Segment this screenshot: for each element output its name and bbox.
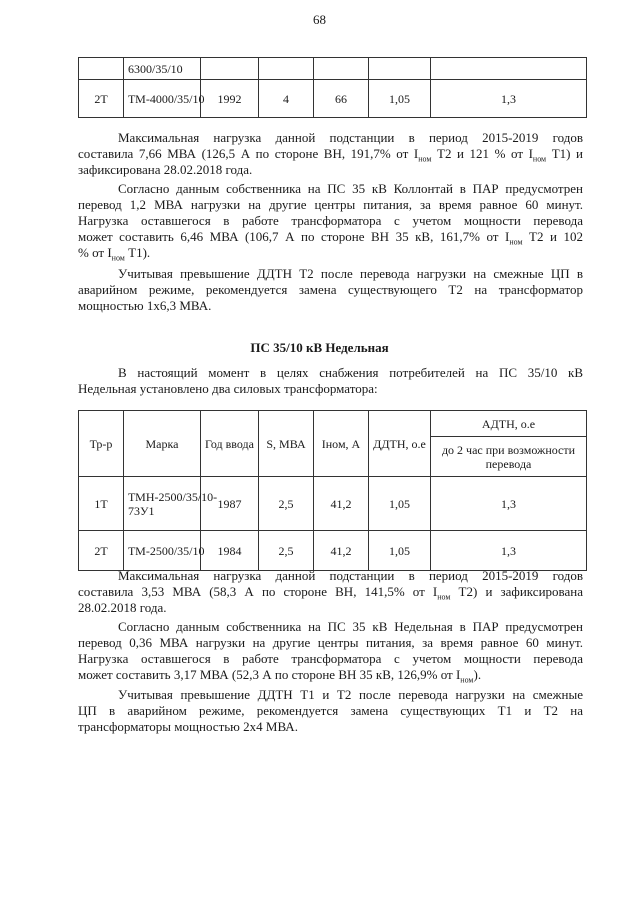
text-line: Максимальная нагрузка данной подстанции в период 2015-2019 годов — [118, 130, 583, 145]
text-line: трансформаторы мощностью 2х4 МВА. — [78, 719, 298, 734]
table-cell — [259, 58, 314, 80]
column-header: Марка — [124, 411, 201, 477]
table-cell: ТМ-4000/35/10 — [124, 80, 201, 118]
table-cell: 2Т — [79, 531, 124, 571]
table-cell: 1987 — [201, 477, 259, 531]
paragraph-max-load-nedelnaya — [78, 568, 583, 616]
column-header: ДДТН, о.е — [369, 411, 431, 477]
table-cell — [314, 58, 369, 80]
table-cell — [369, 58, 431, 80]
transformer-table-nedelnaya — [78, 410, 587, 571]
text-line: мощностью 1х6,3 МВА. — [78, 298, 212, 313]
paragraph-intro-nedelnaya — [78, 365, 583, 397]
table-cell — [201, 58, 259, 80]
page-number: 68 — [313, 12, 326, 27]
text-line: составила 7,66 МВА (126,5 А по стороне ВН, 191,7% от $I_{ном}$ Т2 и 121 % от $I_{ном}$ Т1) и — [78, 146, 583, 164]
paragraph-transfer-kollontay — [78, 181, 583, 261]
table-cell: 1,3 — [431, 531, 587, 571]
text-line: Согласно данным собственника на ПС 35 кВ Недельная в ПАР предусмотрен — [118, 619, 583, 634]
column-header: S, МВА — [259, 411, 314, 477]
table-row — [79, 531, 587, 571]
table-cell: 66 — [314, 80, 369, 118]
text-line: Нагрузка оставшегося в работе трансформатора с учетом мощности перевода — [78, 213, 583, 228]
column-subheader: до 2 час при возможности перевода — [431, 437, 587, 477]
column-header: АДТН, о.е — [431, 411, 587, 437]
table-cell: 2Т — [79, 80, 124, 118]
text-line: ЦП в аварийном режиме, рекомендуется замена существующих Т1 и Т2 на — [78, 703, 583, 718]
table-cell: 2,5 — [259, 477, 314, 531]
table-cell: 1,3 — [431, 80, 587, 118]
text-line: зафиксирована 28.02.2018 года. — [78, 162, 253, 177]
text-line: Учитывая превышение ДДТН Т2 после перевода нагрузки на смежные ЦП в — [118, 266, 583, 281]
table-cell: ТМН-2500/35/10-73У1 — [124, 477, 201, 531]
paragraph-recommend-nedelnaya — [78, 687, 583, 735]
table-cell: 1984 — [201, 531, 259, 571]
table-cell: 1,05 — [369, 531, 431, 571]
text-line: Согласно данным собственника на ПС 35 кВ Коллонтай в ПАР предусмотрен — [118, 181, 583, 196]
column-header: Год ввода — [201, 411, 259, 477]
table-cell — [79, 58, 124, 80]
text-line: Нагрузка оставшегося в работе трансформатора с учетом мощности перевода — [78, 651, 583, 666]
section-heading: ПС 35/10 кВ Недельная — [250, 340, 389, 355]
column-header: Тр-р — [79, 411, 124, 477]
text-line: может составить 6,46 МВА (106,7 А по стороне ВН 35 кВ, 161,7% от $I_{ном}$ Т2 и 102 — [78, 229, 583, 247]
text-line: перевод 1,2 МВА нагрузки на другие центры питания, за время равное 60 минут. — [78, 197, 583, 212]
table-cell — [431, 58, 587, 80]
table-cell: 41,2 — [314, 477, 369, 531]
table-row — [79, 80, 587, 118]
text-line: аварийном режиме, рекомендуется замена существующего Т2 на трансформатор — [78, 282, 583, 297]
table-cell: 1,05 — [369, 80, 431, 118]
table-header-row — [79, 411, 587, 437]
table-cell: ТМ-2500/35/10 — [124, 531, 201, 571]
table-cell: 4 — [259, 80, 314, 118]
table-cell: 1,05 — [369, 477, 431, 531]
text-line: может составить 3,17 МВА (52,3 А по стороне ВН 35 кВ, 126,9% от $I_{ном}$). — [78, 667, 482, 685]
text-line: 28.02.2018 года. — [78, 600, 167, 615]
text-line: Учитывая превышение ДДТН Т1 и Т2 после перевода нагрузки на смежные — [118, 687, 583, 702]
table-row — [79, 477, 587, 531]
column-header: Iном, А — [314, 411, 369, 477]
table-row — [79, 58, 587, 80]
table-cell: 1992 — [201, 80, 259, 118]
table-cell: 1Т — [79, 477, 124, 531]
text-line: Максимальная нагрузка данной подстанции в период 2015-2019 годов — [118, 568, 583, 583]
text-line: Недельная установлено два силовых трансформатора: — [78, 381, 378, 396]
text-line: составила 3,53 МВА (58,3 А по стороне ВН, 141,5% от $I_{ном}$ Т2) и зафиксирована — [78, 584, 583, 602]
paragraph-recommend-kollontay — [78, 266, 583, 314]
table-cell: 6300/35/10 — [124, 58, 201, 80]
text-line: перевод 0,36 МВА нагрузки на другие центры питания, за время равное 60 минут. — [78, 635, 583, 650]
paragraph-transfer-nedelnaya — [78, 619, 583, 683]
table-cell: 2,5 — [259, 531, 314, 571]
table-cell: 41,2 — [314, 531, 369, 571]
paragraph-max-load-kollontay — [78, 130, 583, 178]
text-line: % от $I_{ном}$ Т1). — [78, 245, 151, 263]
table-cell: 1,3 — [431, 477, 587, 531]
transformer-table-continued — [78, 57, 587, 118]
text-line: В настоящий момент в целях снабжения потребителей на ПС 35/10 кВ — [118, 365, 583, 380]
